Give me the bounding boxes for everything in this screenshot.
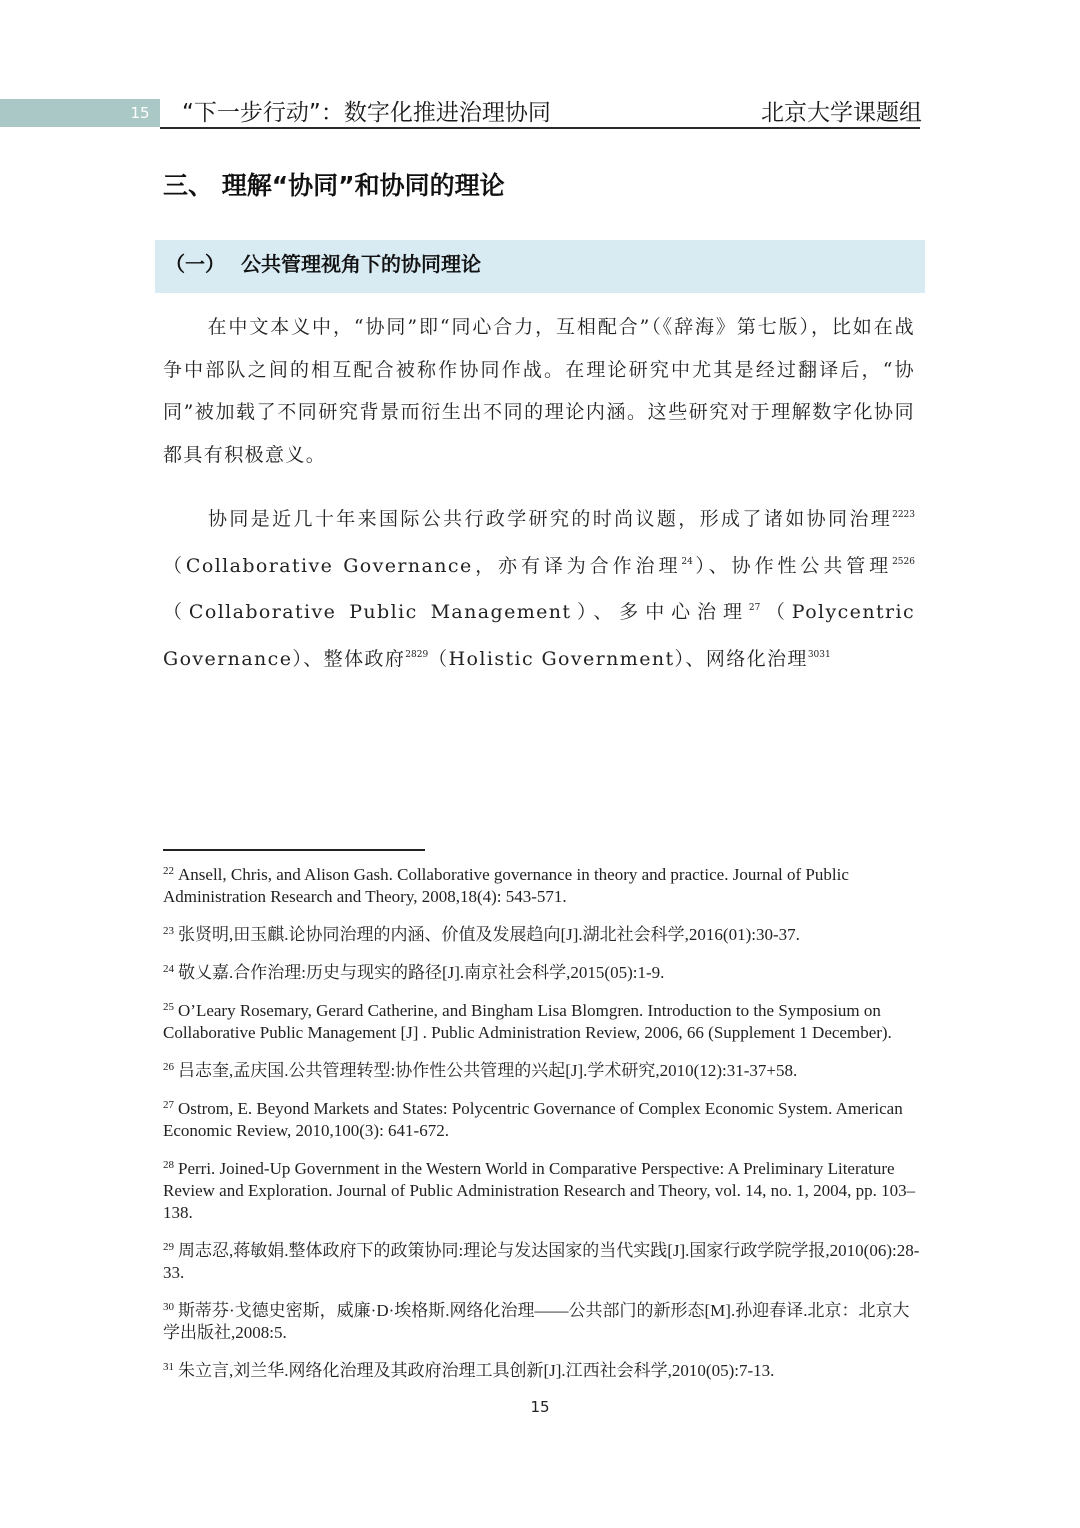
header-rule xyxy=(160,127,920,129)
footnote-text: Ansell, Chris, and Alison Gash. Collaborative governance in theory and practice. Journal of Public Administration Research and Theory, 2008,18(4): 543-571. xyxy=(163,865,849,906)
footnote xyxy=(163,1056,923,1082)
footnote-text: O’Leary Rosemary, Gerard Catherine, and Bingham Lisa Blomgren. Introduction to the Symposium on Collaborative Public Management [J] . Public Administration Review, 2006, 66 (Supplement 1 December). xyxy=(163,1001,892,1042)
footnote-separator xyxy=(163,849,425,851)
footnote xyxy=(163,920,923,946)
footnote-text: 朱立言,刘兰华.网络化治理及其政府治理工具创新[J].江西社会科学,2010(05):7-13. xyxy=(178,1361,775,1380)
footnote-text: 周志忍,蒋敏娟.整体政府下的政策协同:理论与发达国家的当代实践[J].国家行政学院学报,2010(06):28-33. xyxy=(163,1241,920,1282)
footnote xyxy=(163,958,923,984)
footnote-text: 敬乂嘉.合作治理:历史与现实的路径[J].南京社会科学,2015(05):1-9. xyxy=(178,963,665,982)
footnote-number: 26 xyxy=(163,1061,174,1073)
paragraph-2-text: 协同是近几十年来国际公共行政学研究的时尚议题，形成了诸如协同治理 xyxy=(207,508,893,530)
subsection-number: （一） xyxy=(165,252,225,276)
footnote xyxy=(163,1356,923,1382)
footnote xyxy=(163,1094,923,1142)
subsection-title: 公共管理视角下的协同理论 xyxy=(241,252,481,276)
footnote-number: 23 xyxy=(163,925,174,937)
footnote-text: Perri. Joined-Up Government in the Western World in Comparative Perspective: A Preliminary Literature Review and Exploration. Journal of Public Administration Research and Theory, vol. 14, no. 1, 2004, pp. 103–138. xyxy=(163,1159,916,1222)
footnote-number: 29 xyxy=(163,1241,174,1253)
footnote xyxy=(163,1296,923,1344)
header-document-title: “下一步行动”：数字化推进治理协同 xyxy=(182,100,551,126)
footnote-number: 24 xyxy=(163,963,174,975)
header-page-number: 15 xyxy=(130,104,150,122)
paragraph-2-text: ）、协作性公共管理 xyxy=(692,554,893,577)
header-organization: 北京大学课题组 xyxy=(761,100,922,126)
body-paragraph-1 xyxy=(163,306,915,476)
paragraph-2-text: （Holistic Government）、网络化治理 xyxy=(428,647,808,670)
footer-page-number: 15 xyxy=(530,1398,550,1416)
footnote-number: 28 xyxy=(163,1159,174,1171)
paragraph-2-text: （Collaborative Governance，亦有译为合作治理 xyxy=(163,554,682,577)
footnote xyxy=(163,1154,923,1224)
footnote-number: 22 xyxy=(163,865,174,877)
footnote-number: 27 xyxy=(163,1099,174,1111)
footnote-ref: 2829 xyxy=(405,649,429,660)
footnote-number: 31 xyxy=(163,1361,174,1373)
footnote-ref: 2526 xyxy=(892,556,915,567)
footnote xyxy=(163,996,923,1044)
footnote-list xyxy=(163,860,923,1394)
footnote-ref: 24 xyxy=(681,556,693,567)
footnote-ref: 27 xyxy=(748,603,761,613)
paragraph-2-text: （Polycentric Governance）、整体政府 xyxy=(163,601,915,670)
footnote-number: 25 xyxy=(163,1001,174,1013)
paragraph-1-text: 在中文本义中，“协同”即“同心合力，互相配合”（《辞海》第七版），比如在战争中部队之间的相互配合被称作协同作战。在理论研究中尤其是经过翻译后，“协同”被加载了不同研究背景而衍生出不同的理论内涵。这些研究对于理解数字化协同都具有积极意义。 xyxy=(163,316,915,466)
footnote-ref: 3031 xyxy=(807,649,831,660)
subsection-heading xyxy=(165,248,481,277)
footnote-text: 斯蒂芬·戈德史密斯，威廉·D·埃格斯.网络化治理——公共部门的新形态[M].孙迎春译.北京：北京大学出版社,2008:5. xyxy=(163,1301,910,1342)
body-paragraph-2 xyxy=(163,494,915,680)
footnote-text: 张贤明,田玉麒.论协同治理的内涵、价值及发展趋向[J].湖北社会科学,2016(01):30-37. xyxy=(178,925,800,944)
footnote-text: 吕志奎,孟庆国.公共管理转型:协作性公共管理的兴起[J].学术研究,2010(12):31-37+58. xyxy=(178,1061,798,1080)
footnote xyxy=(163,1236,923,1284)
footnote xyxy=(163,860,923,908)
section-heading: 三、 理解“协同”和协同的理论 xyxy=(163,171,505,200)
footnote-number: 30 xyxy=(163,1301,174,1313)
footnote-text: Ostrom, E. Beyond Markets and States: Polycentric Governance of Complex Economic System. American Economic Review, 2010,100(3): 641-672. xyxy=(163,1099,903,1140)
footnote-ref: 2223 xyxy=(892,510,915,520)
paragraph-2-text: （Collaborative Public Management）、多中心治理 xyxy=(163,601,749,623)
